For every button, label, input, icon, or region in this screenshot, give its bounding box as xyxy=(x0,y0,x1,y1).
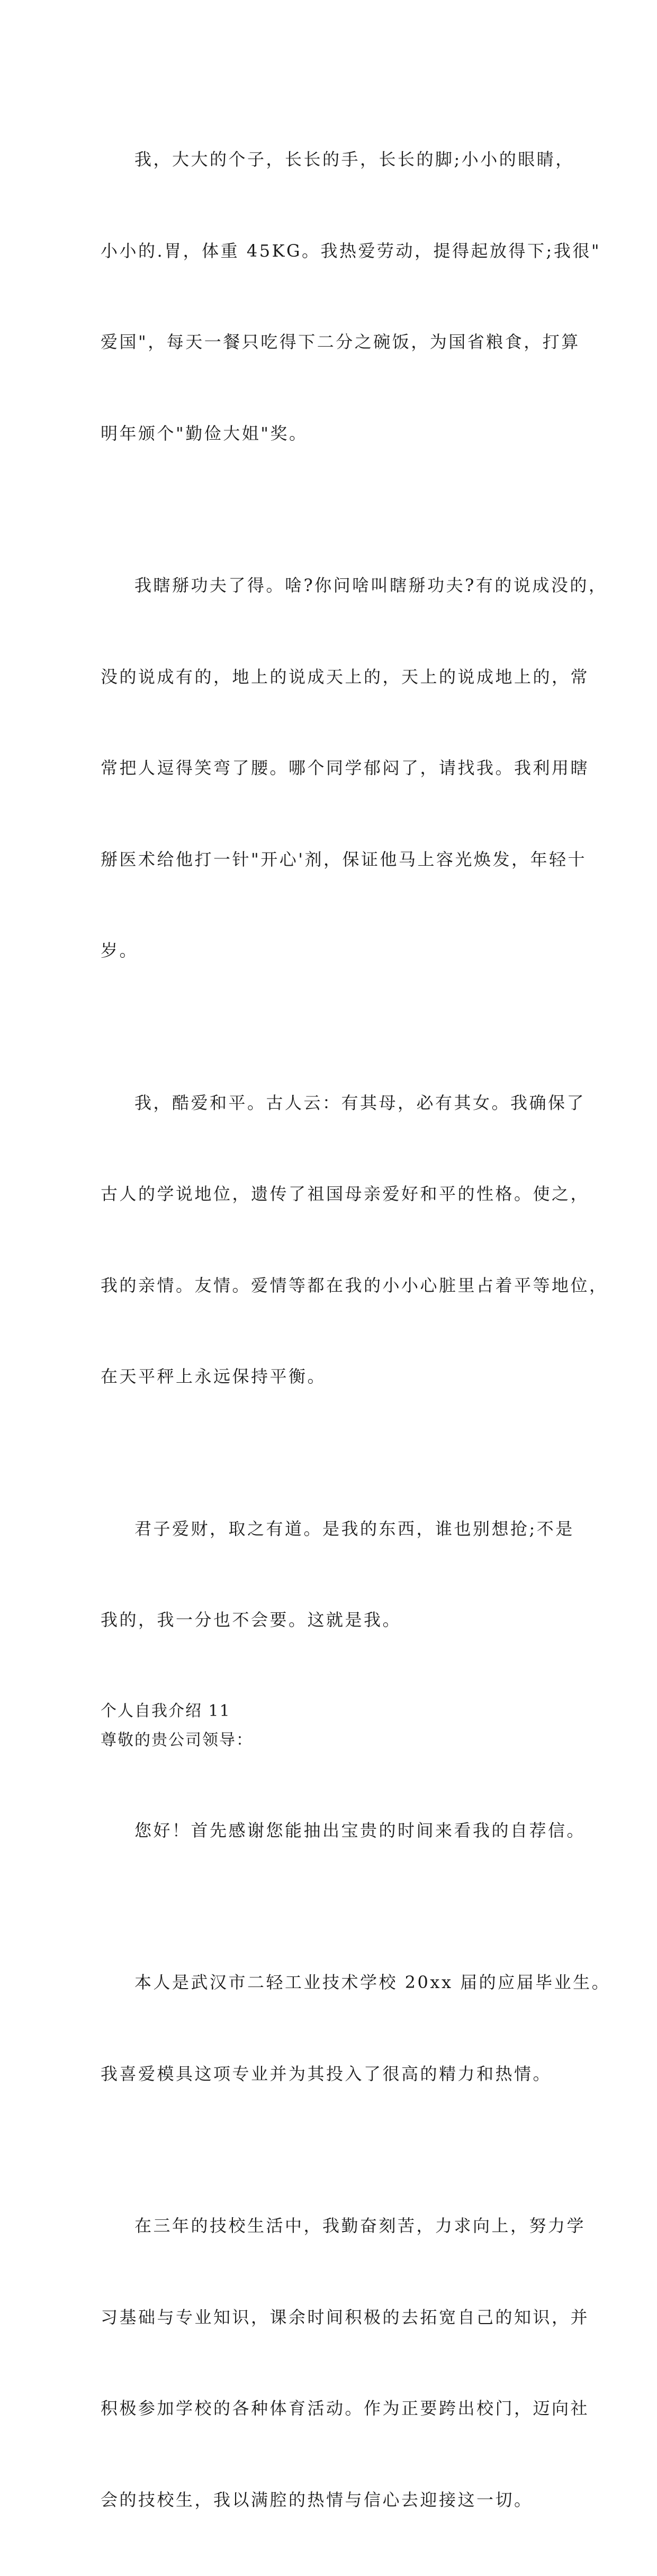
text-line: 在三年的技校生活中，我勤奋刻苦，力求向上，努力学 xyxy=(134,2216,586,2236)
paragraph-greeting xyxy=(101,1755,586,1907)
text-line: 我的亲情。友情。爱情等都在我的小小心脏里占着平等地位， xyxy=(101,1275,608,1295)
text-line: 爱国"，每天一餐只吃得下二分之碗饭，为国省粮食，打算 xyxy=(101,332,580,352)
text-line: 岁。 xyxy=(101,940,139,960)
text-line: 我的，我一分也不会要。这就是我。 xyxy=(101,1610,402,1630)
paragraph-introduction xyxy=(101,1907,611,2150)
section-title: 个人自我介绍 11 xyxy=(101,1701,231,1720)
text-line: 本人是武汉市二轻工业技术学校 20xx 届的应届毕业生。 xyxy=(134,1972,611,1992)
salutation: 尊敬的贵公司领导： xyxy=(101,1730,253,1749)
text-line: 习基础与专业知识，课余时间积极的去拓宽自己的知识，并 xyxy=(101,2307,590,2327)
paragraph-wealth xyxy=(101,1453,574,1697)
paragraph-school-life xyxy=(101,2150,590,2576)
text-line: 常把人逗得笑弯了腰。哪个同学郁闷了，请找我。我利用瞎 xyxy=(101,758,590,778)
paragraph-humor xyxy=(101,510,608,1027)
text-line: 我喜爱模具这项专业并为其投入了很高的精力和热情。 xyxy=(101,2063,552,2084)
text-line: 没的说成有的，地上的说成天上的，天上的说成地上的，常 xyxy=(101,666,590,687)
text-line: 在天平秤上永远保持平衡。 xyxy=(101,1366,327,1386)
text-line: 我，酷爱和平。古人云：有其母，必有其女。我确保了 xyxy=(134,1092,586,1113)
text-line: 掰医术给他打一针"开心'剂，保证他马上容光焕发，年轻十 xyxy=(101,849,587,869)
text-line: 我，大大的个子，长长的手，长长的脚;小小的眼睛， xyxy=(134,149,574,169)
document-page xyxy=(101,84,611,2576)
text-line: 君子爱财，取之有道。是我的东西，谁也别想抢;不是 xyxy=(134,1518,574,1539)
paragraph-self-description xyxy=(101,84,601,510)
text-line: 积极参加学校的各种体育活动。作为正要跨出校门，迈向社 xyxy=(101,2398,590,2418)
text-line: 会的技校生，我以满腔的热情与信心去迎接这一切。 xyxy=(101,2489,533,2510)
text-line: 明年颁个"勤俭大姐"奖。 xyxy=(101,423,308,443)
text-line: 您好！首先感谢您能抽出宝贵的时间来看我的自荐信。 xyxy=(134,1820,586,1840)
paragraph-peace xyxy=(101,1027,608,1453)
text-line: 小小的.胃，体重 45KG。我热爱劳动，提得起放得下;我很" xyxy=(101,240,601,261)
text-line: 我瞎掰功夫了得。啥?你问啥叫瞎掰功夫?有的说成没的， xyxy=(134,575,608,595)
text-line: 古人的学说地位，遗传了祖国母亲爱好和平的性格。使之， xyxy=(101,1184,590,1204)
